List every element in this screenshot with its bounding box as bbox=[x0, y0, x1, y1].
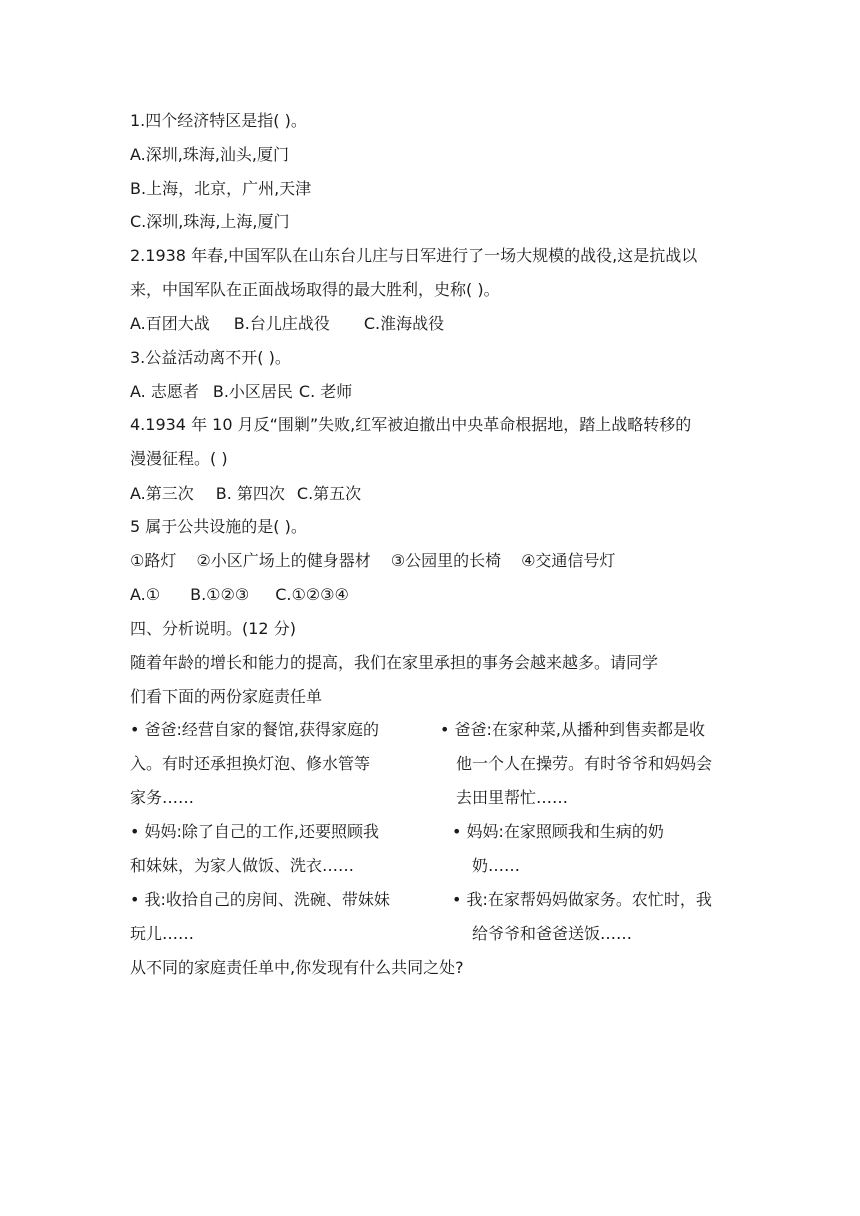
q4-option-a: A.第三次 bbox=[130, 484, 194, 503]
section4-question: 从不同的家庭责任单中,你发现有什么共同之处? bbox=[130, 958, 464, 977]
q2-stem-line1: 2.1938 年春,中国军队在山东台儿庄与日军进行了一场大规模的战役,这是抗战以 bbox=[130, 246, 698, 265]
right-dad-line3: 去田里帮忙…… bbox=[456, 788, 569, 807]
section4-intro-line2: 们看下面的两份家庭责任单 bbox=[130, 687, 323, 706]
q3-option-c: C. 老师 bbox=[298, 382, 353, 401]
q4-options bbox=[130, 484, 361, 504]
q4-stem-line2: 漫漫征程。( ) bbox=[130, 449, 228, 468]
right-me-line1: • 我:在家帮妈妈做家务。农忙时，我 bbox=[452, 890, 712, 909]
left-mom-line2: 和妹妹，为家人做饭、洗衣…… bbox=[130, 856, 355, 875]
right-mom-line2: 奶…… bbox=[472, 856, 521, 875]
q3-stem: 3.公益活动离不开( )。 bbox=[130, 348, 291, 367]
q5-options bbox=[130, 585, 349, 605]
q5-item-2: ②小区广场上的健身器材 bbox=[196, 551, 371, 570]
q3-options bbox=[130, 382, 352, 402]
left-me-line2: 玩儿…… bbox=[130, 924, 195, 943]
q1-option-b: B.上海，北京，广州,天津 bbox=[130, 179, 312, 198]
right-mom-line1: • 妈妈:在家照顾我和生病的奶 bbox=[452, 822, 664, 841]
q3-option-a: A. 志愿者 bbox=[130, 382, 199, 401]
right-dad-line1: • 爸爸:在家种菜,从播种到售卖都是收 bbox=[440, 720, 706, 739]
right-me-line2: 给爷爷和爸爸送饭…… bbox=[472, 924, 633, 943]
q5-items bbox=[130, 551, 615, 571]
section4-title: 四、分析说明。(12 分) bbox=[130, 619, 296, 638]
q4-option-b: B. 第四次 bbox=[215, 484, 285, 503]
section4-intro-line1: 随着年龄的增长和能力的提高，我们在家里承担的事务会越来越多。请同学 bbox=[130, 653, 659, 672]
left-dad-line3: 家务…… bbox=[130, 788, 195, 807]
q5-stem: 5 属于公共设施的是( )。 bbox=[130, 517, 307, 536]
right-dad-line2: 他一个人在操劳。有时爷爷和妈妈会 bbox=[456, 754, 713, 773]
q2-option-b: B.台儿庄战役 bbox=[233, 314, 330, 333]
q5-option-c: C.①②③④ bbox=[275, 585, 349, 604]
q5-option-b: B.①②③ bbox=[190, 585, 250, 604]
left-dad-line1: • 爸爸:经营自家的餐馆,获得家庭的 bbox=[130, 720, 380, 739]
q1-option-c: C.深圳,珠海,上海,厦门 bbox=[130, 212, 290, 231]
q5-item-4: ④交通信号灯 bbox=[521, 551, 616, 570]
q3-option-b: B.小区居民 bbox=[212, 382, 293, 401]
left-me-line1: • 我:收拾自己的房间、洗碗、带妹妹 bbox=[130, 890, 390, 909]
q2-options bbox=[130, 314, 444, 334]
q5-option-a: A.① bbox=[130, 585, 161, 604]
q2-option-a: A.百团大战 bbox=[130, 314, 210, 333]
q4-option-c: C.第五次 bbox=[296, 484, 362, 503]
q2-option-c: C.淮海战役 bbox=[363, 314, 445, 333]
q4-stem-line1: 4.1934 年 10 月反“围剿”失败,红军被迫撤出中央革命根据地，踏上战略转移的 bbox=[130, 415, 692, 434]
q2-stem-line2: 来，中国军队在正面战场取得的最大胜利，史称( )。 bbox=[130, 280, 500, 299]
q1-option-a: A.深圳,珠海,汕头,厦门 bbox=[130, 145, 290, 164]
q1-stem: 1.四个经济特区是指( )。 bbox=[130, 111, 307, 130]
left-dad-line2: 入。有时还承担换灯泡、修水管等 bbox=[130, 754, 371, 773]
q5-item-1: ①路灯 bbox=[130, 551, 177, 570]
left-mom-line1: • 妈妈:除了自己的工作,还要照顾我 bbox=[130, 822, 380, 841]
q5-item-3: ③公园里的长椅 bbox=[390, 551, 502, 570]
